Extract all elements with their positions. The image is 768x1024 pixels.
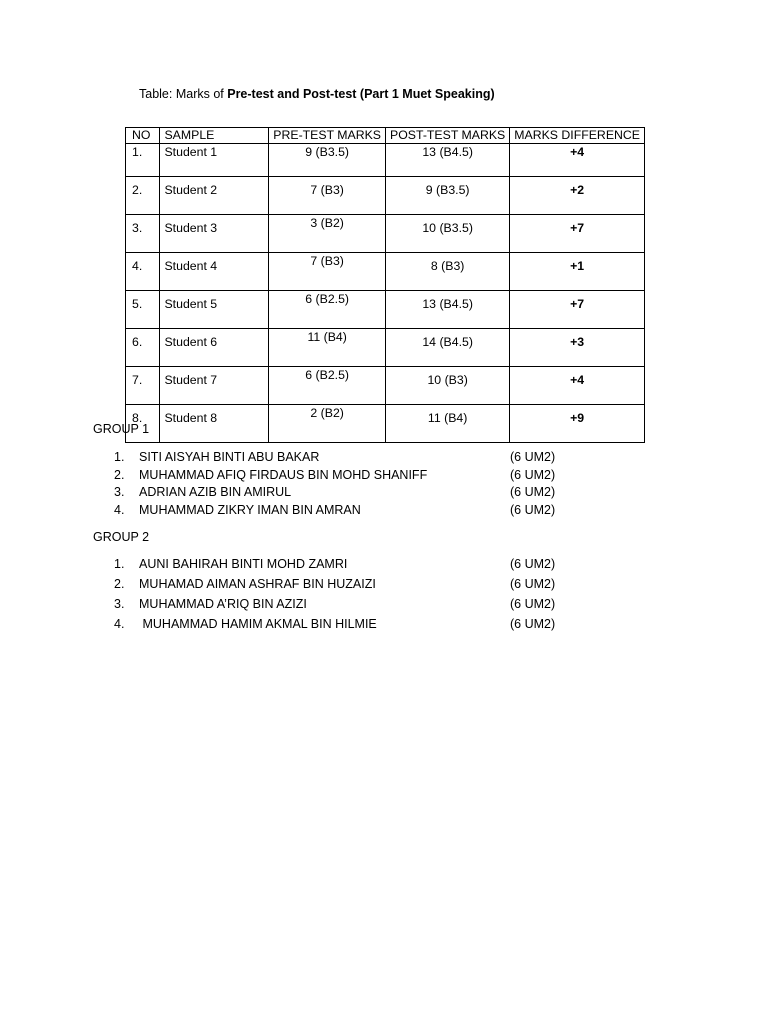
cell-post-test: 9 (B3.5) xyxy=(386,177,510,215)
cell-no: 8. xyxy=(126,405,160,443)
member-name: MUHAMMAD ZIKRY IMAN BIN AMRAN xyxy=(139,503,361,517)
header-no: NO xyxy=(126,128,160,144)
cell-pre-test: 7 (B3) xyxy=(269,253,386,291)
cell-post-test: 10 (B3.5) xyxy=(386,215,510,253)
member-name: MUHAMMAD HAMIM AKMAL BIN HILMIE xyxy=(139,617,377,631)
cell-difference: +4 xyxy=(510,144,645,177)
header-post-test: POST-TEST MARKS xyxy=(386,128,510,144)
cell-difference: +3 xyxy=(510,329,645,367)
caption-title: Pre-test and Post-test (Part 1 Muet Speaking) xyxy=(227,87,495,101)
table-row xyxy=(126,405,645,443)
cell-no: 4. xyxy=(126,253,160,291)
cell-post-test: 14 (B4.5) xyxy=(386,329,510,367)
cell-difference: +7 xyxy=(510,291,645,329)
table-row xyxy=(126,253,645,291)
cell-sample: Student 6 xyxy=(160,329,269,367)
list-item xyxy=(114,617,574,631)
cell-post-test: 13 (B4.5) xyxy=(386,144,510,177)
cell-sample: Student 5 xyxy=(160,291,269,329)
list-item xyxy=(114,468,574,482)
member-number: 3. xyxy=(114,597,125,611)
cell-no: 5. xyxy=(126,291,160,329)
member-name: MUHAMMAD A’RIQ BIN AZIZI xyxy=(139,597,307,611)
member-number: 4. xyxy=(114,503,125,517)
cell-sample: Student 8 xyxy=(160,405,269,443)
cell-post-test: 8 (B3) xyxy=(386,253,510,291)
member-class: (6 UM2) xyxy=(510,485,556,499)
cell-no: 1. xyxy=(126,144,160,177)
cell-pre-test: 11 (B4) xyxy=(269,329,386,367)
cell-no: 3. xyxy=(126,215,160,253)
caption-prefix: Table: Marks of xyxy=(139,87,228,101)
cell-no: 2. xyxy=(126,177,160,215)
table-row xyxy=(126,329,645,367)
cell-no: 7. xyxy=(126,367,160,405)
cell-pre-test: 2 (B2) xyxy=(269,405,386,443)
cell-difference: +2 xyxy=(510,177,645,215)
cell-difference: +9 xyxy=(510,405,645,443)
list-item xyxy=(114,503,574,517)
table-row xyxy=(126,144,645,177)
cell-pre-test: 6 (B2.5) xyxy=(269,367,386,405)
cell-difference: +1 xyxy=(510,253,645,291)
cell-pre-test: 9 (B3.5) xyxy=(269,144,386,177)
cell-sample: Student 4 xyxy=(160,253,269,291)
list-item xyxy=(114,450,574,464)
member-name: AUNI BAHIRAH BINTI MOHD ZAMRI xyxy=(139,557,348,571)
member-class: (6 UM2) xyxy=(510,617,556,631)
cell-difference: +4 xyxy=(510,367,645,405)
cell-sample: Student 7 xyxy=(160,367,269,405)
cell-no: 6. xyxy=(126,329,160,367)
marks-table xyxy=(125,127,645,443)
member-class: (6 UM2) xyxy=(510,503,556,517)
cell-post-test: 11 (B4) xyxy=(386,405,510,443)
member-class: (6 UM2) xyxy=(510,450,556,464)
cell-pre-test: 7 (B3) xyxy=(269,177,386,215)
cell-difference: +7 xyxy=(510,215,645,253)
cell-pre-test: 3 (B2) xyxy=(269,215,386,253)
member-number: 2. xyxy=(114,468,125,482)
member-number: 2. xyxy=(114,577,125,591)
group-1-title: GROUP 1 xyxy=(93,422,150,436)
member-number: 1. xyxy=(114,450,125,464)
cell-sample: Student 3 xyxy=(160,215,269,253)
member-name: MUHAMMAD AFIQ FIRDAUS BIN MOHD SHANIFF xyxy=(139,468,428,482)
list-item xyxy=(114,597,574,611)
header-pre-test: PRE-TEST MARKS xyxy=(269,128,386,144)
cell-post-test: 10 (B3) xyxy=(386,367,510,405)
member-number: 3. xyxy=(114,485,125,499)
cell-sample: Student 1 xyxy=(160,144,269,177)
member-name: SITI AISYAH BINTI ABU BAKAR xyxy=(139,450,320,464)
table-row xyxy=(126,367,645,405)
table-header-row xyxy=(126,128,645,144)
table-row xyxy=(126,215,645,253)
list-item xyxy=(114,485,574,499)
member-class: (6 UM2) xyxy=(510,557,556,571)
member-class: (6 UM2) xyxy=(510,577,556,591)
table-row xyxy=(126,177,645,215)
member-class: (6 UM2) xyxy=(510,597,556,611)
member-class: (6 UM2) xyxy=(510,468,556,482)
member-name: ADRIAN AZIB BIN AMIRUL xyxy=(139,485,292,499)
header-difference: MARKS DIFFERENCE xyxy=(510,128,645,144)
list-item xyxy=(114,557,574,571)
header-sample: SAMPLE xyxy=(160,128,269,144)
list-item xyxy=(114,577,574,591)
table-row xyxy=(126,291,645,329)
member-number: 1. xyxy=(114,557,125,571)
member-name: MUHAMAD AIMAN ASHRAF BIN HUZAIZI xyxy=(139,577,376,591)
member-number: 4. xyxy=(114,617,125,631)
cell-pre-test: 6 (B2.5) xyxy=(269,291,386,329)
cell-post-test: 13 (B4.5) xyxy=(386,291,510,329)
cell-sample: Student 2 xyxy=(160,177,269,215)
table-caption xyxy=(139,87,495,101)
group-2-title: GROUP 2 xyxy=(93,530,150,544)
